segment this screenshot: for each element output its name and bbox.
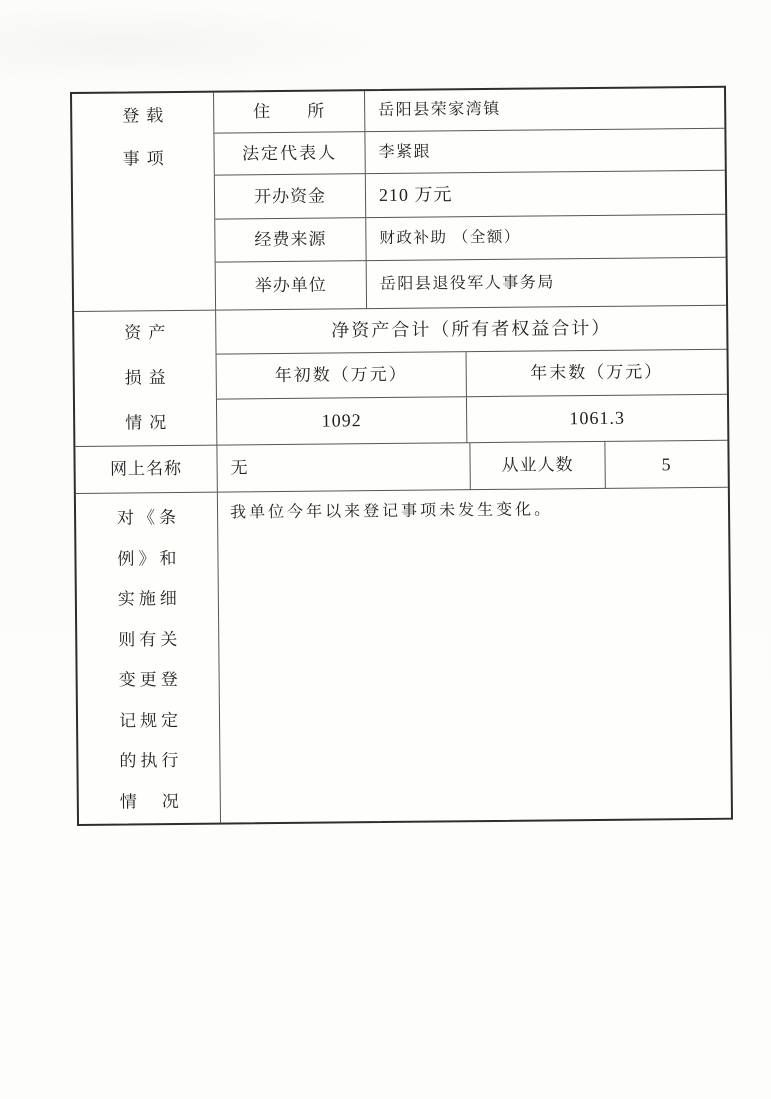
- report-table: [70, 86, 733, 826]
- organizer-label-cell: 举办单位: [216, 261, 367, 310]
- assets-header-line2: 损益: [124, 368, 173, 388]
- online-name-label-cell: 网上名称: [75, 446, 217, 494]
- opening-capital-label-cell: 开办资金: [215, 174, 366, 219]
- registration-header-line2: 事项: [122, 149, 171, 169]
- year-end-label-cell: 年末数（万元）: [467, 350, 727, 397]
- assets-section-header: [74, 311, 217, 447]
- legal-representative-label-cell: 法定代表人: [214, 132, 365, 175]
- compliance-header-line3: 实施细: [117, 589, 181, 609]
- compliance-header-line2: 例》和: [117, 548, 181, 569]
- residence-label-cell: 住 所: [214, 91, 365, 133]
- opening-capital-value-cell: 210 万元: [366, 171, 725, 218]
- organizer-value-cell: 岳阳县退役军人事务局: [367, 258, 726, 309]
- compliance-header-line5: 变更登: [118, 670, 182, 690]
- year-start-label-cell: 年初数（万元）: [217, 352, 467, 399]
- registration-section-header: [72, 93, 216, 312]
- compliance-header-line6: 记规定: [118, 710, 183, 731]
- funding-source-value-cell: 财政补助 （全额）: [366, 215, 725, 261]
- year-end-value-cell: 1061.3: [467, 395, 727, 443]
- legal-representative-value-cell: 李紧跟: [365, 129, 724, 174]
- online-name-value-cell: 无: [217, 443, 470, 492]
- net-assets-title-cell: 净资产合计（所有者权益合计）: [216, 306, 726, 355]
- compliance-header-line7: 的执行: [119, 751, 183, 771]
- registration-header-line1: 登载: [122, 106, 171, 126]
- staff-count-label-cell: 从业人数: [470, 442, 605, 490]
- year-start-value-cell: 1092: [217, 397, 467, 445]
- assets-header-line1: 资产: [124, 323, 173, 343]
- residence-value-cell: 岳阳县荣家湾镇: [365, 88, 724, 132]
- compliance-header-line4: 则有关: [118, 629, 182, 650]
- compliance-section-header: [76, 493, 221, 824]
- compliance-header-line8: 情 况: [119, 791, 183, 812]
- staff-count-value-cell: 5: [605, 441, 727, 489]
- assets-header-line3: 情况: [125, 412, 174, 433]
- funding-source-label-cell: 经费来源: [215, 218, 366, 262]
- compliance-header-line1: 对《条: [117, 507, 181, 528]
- compliance-content-cell: 我单位今年以来登记事项未发生变化。: [229, 501, 554, 522]
